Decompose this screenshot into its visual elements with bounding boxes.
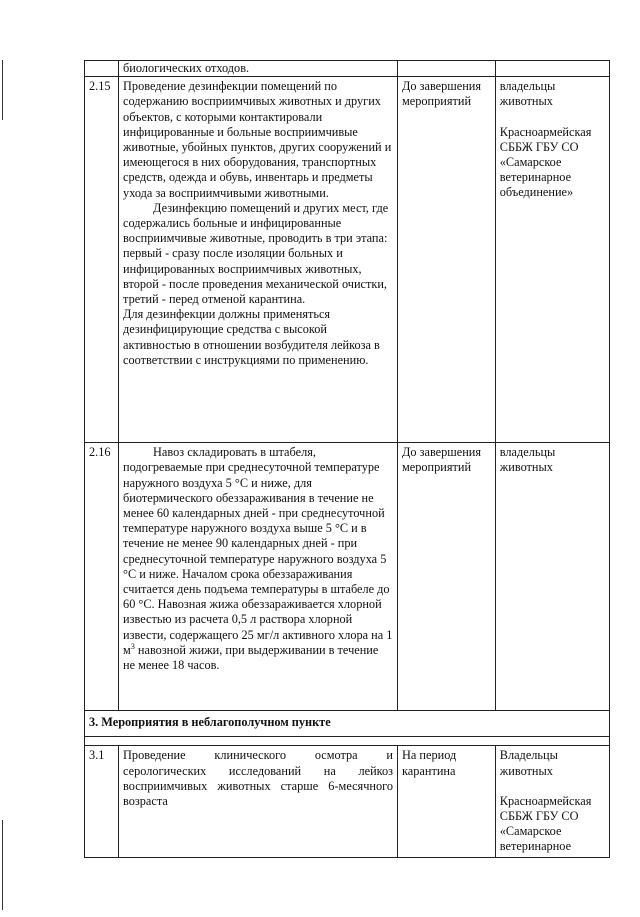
action-paragraph: Навоз складировать в штабеля, подогреваемые при среднесуточной температуре наружного воздуха 5 °С и ниже, для биотермического обеззараживания в течение не менее 60 календарных дней - при среднесуточной температуре наружного воздуха выше 5 °С и в течение не менее 90 календарных дней - при среднесуточной температуре наружного воздуха 5 °С и ниже. Началом срока обеззараживания считается день подъема температуры в штабеле до 60 °С. Навозная жижа обеззараживается хлорной известью из расчета 0,5 л раствора хлорной извести, содержащего 25 мг/л активного хлора на 1 $м^3$ навозной жижи, при выдерживании в течение не менее 18 часов. — [123, 445, 393, 673]
table-row-2-16 — [85, 443, 610, 711]
cell-num: 2.16 — [85, 443, 119, 711]
table-row-2-15 — [85, 77, 610, 443]
cell-responsible — [495, 61, 609, 77]
table-row-3-1 — [85, 746, 610, 857]
section-heading-row — [85, 711, 610, 737]
cell-num: 3.1 — [85, 746, 119, 857]
responsible-owners: Владельцы животных — [499, 748, 558, 778]
responsible-owners: владельцы животных — [499, 79, 556, 109]
cell-responsible — [495, 746, 609, 857]
cell-term: До завершения мероприятий — [398, 443, 496, 711]
scan-margin-line — [2, 820, 3, 910]
cell-term: До завершения мероприятий — [398, 77, 496, 443]
cell-num — [85, 61, 119, 77]
cell-term: На период карантина — [398, 746, 496, 857]
action-paragraph: Проведение дезинфекции помещений по содержанию восприимчивых животных и других объектов, с которыми контактировали инфицированные и больные восприимчивые животные, убойных пунктов, других сооружений и имеющегося в них оборудования, транспортных средств, одежда и обувь, инвентарь и предметы ухода за восприимчивыми животными. — [123, 79, 392, 200]
cell-action — [119, 61, 398, 77]
table-row-continuation — [85, 61, 610, 77]
cell-num: 2.15 — [85, 77, 119, 443]
cell-action: Проведение клинического осмотра и серологических исследований на лейкоз восприимчивых животных старше 6-месячного возраста — [119, 746, 398, 857]
cell-responsible: владельцы животных — [495, 443, 609, 711]
section-heading: 3. Мероприятия в неблагополучном пункте — [85, 711, 610, 737]
measures-table — [84, 60, 610, 858]
action-paragraph: Дезинфекцию помещений и других мест, где содержались больные и инфицированные восприимчивые животные, проводить в три этапа: первый - сразу после изоляции больных и инфицированных восприимчивых животных, второй - после проведения механической очистки, третий - перед отменой карантина. — [123, 200, 389, 307]
responsible-vet-station: Красноармейская СББЖ ГБУ СО «Самарское ветеринарное объединение» — [499, 124, 592, 200]
cell-term — [398, 61, 496, 77]
spacer-row — [85, 737, 610, 746]
superscript: 3 — [130, 641, 135, 651]
cell-action — [119, 443, 398, 711]
action-text: биологических отходов. — [123, 61, 250, 75]
action-paragraph: Для дезинфекции должны применяться дезинфицирующие средства с высокой активностью в отношении возбудителя лейкоза в соответствии с инструкциями по применению. — [123, 307, 380, 367]
cell-action — [119, 77, 398, 443]
cell-responsible — [495, 77, 609, 443]
scan-margin-line — [2, 60, 3, 120]
responsible-vet-station: Красноармейская СББЖ ГБУ СО «Самарское ветеринарное — [499, 793, 592, 854]
